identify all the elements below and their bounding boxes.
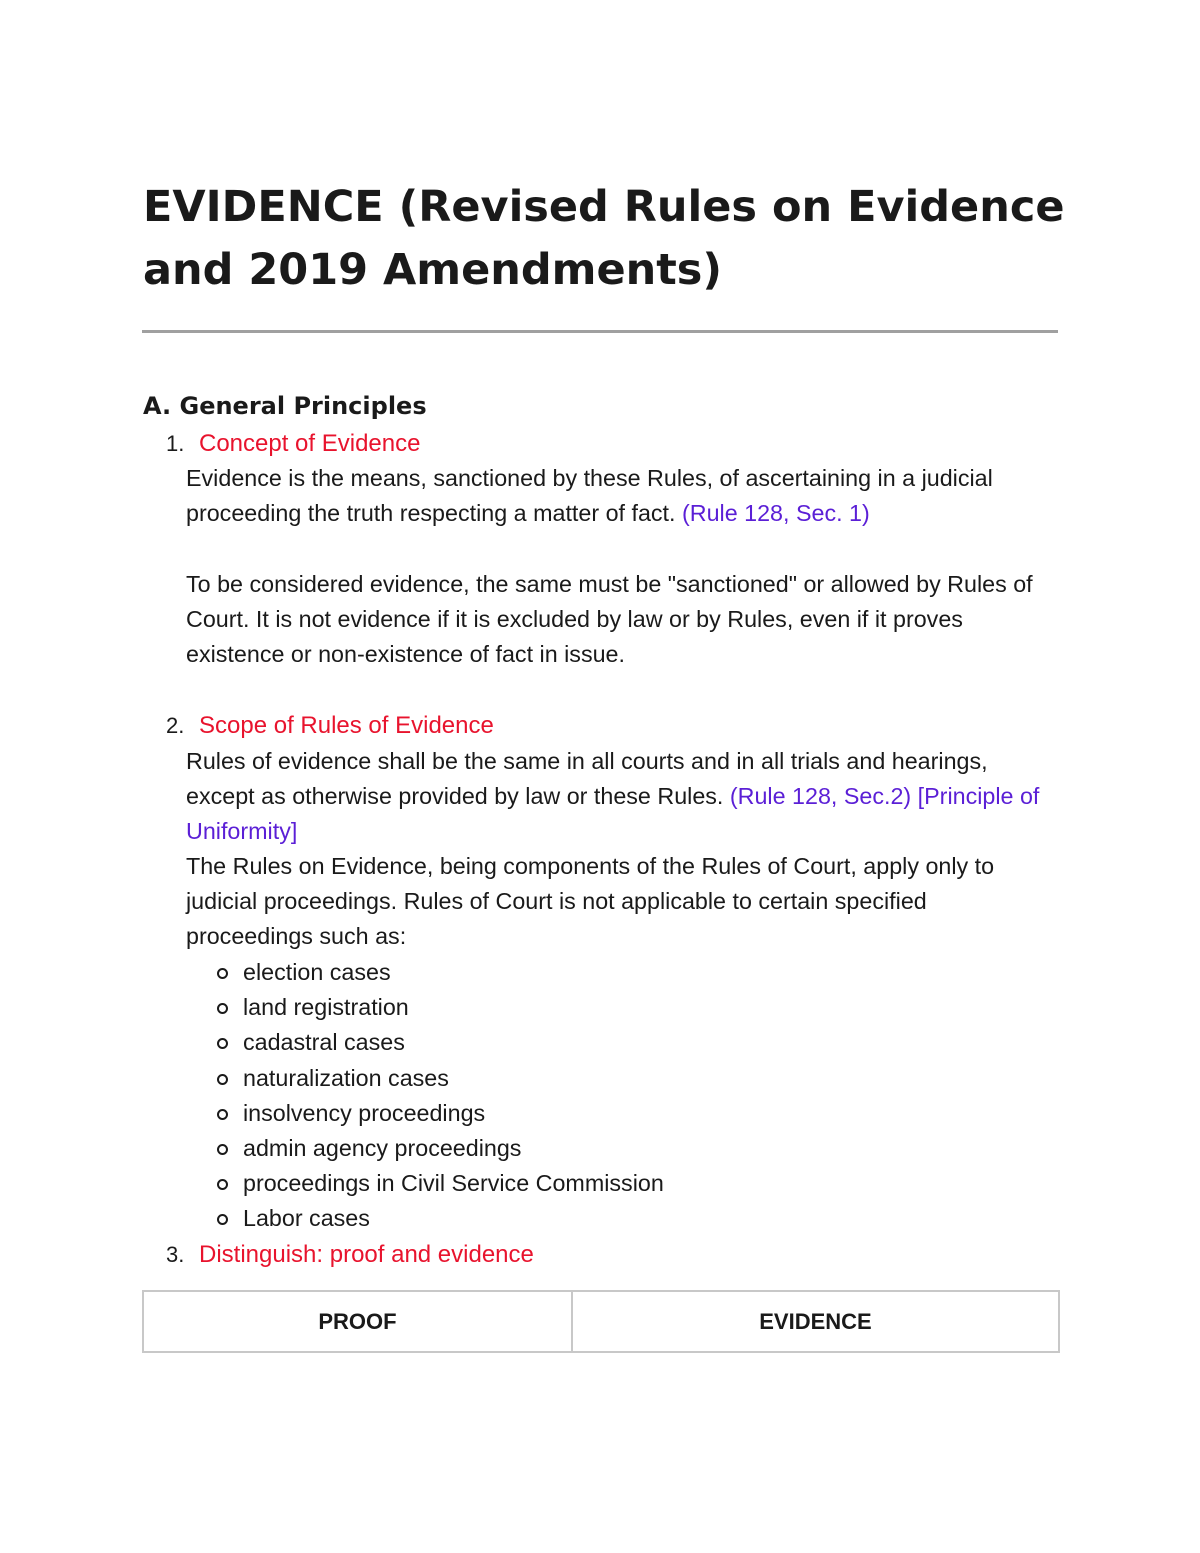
circle-bullet-icon bbox=[217, 1144, 228, 1155]
item-title: Distinguish: proof and evidence bbox=[199, 1241, 534, 1268]
item-title: Concept of Evidence bbox=[199, 430, 421, 457]
comparison-table bbox=[142, 1290, 1060, 1353]
item-number: 2. bbox=[166, 713, 185, 738]
paragraph: To be considered evidence, the same must be "sanctioned" or allowed by Rules of Court. It is not evidence if it is excluded by law or by Rules, even if it proves existence or non-existence of fact in issue. bbox=[186, 571, 1033, 668]
circle-bullet-icon bbox=[217, 1074, 228, 1085]
circle-bullet-icon bbox=[217, 1003, 228, 1014]
list-item: admin agency proceedings bbox=[213, 1131, 664, 1166]
proceedings-list bbox=[213, 955, 664, 1237]
circle-bullet-icon bbox=[217, 1214, 228, 1225]
principle-reference: [Principle of Uniformity] bbox=[186, 783, 1040, 845]
paragraph-text: Rules of evidence shall be the same in all courts and in all trials and hearings, except as otherwise provided by law or these Rules. bbox=[186, 748, 988, 810]
circle-bullet-icon bbox=[217, 1038, 228, 1049]
circle-bullet-icon bbox=[217, 1109, 228, 1120]
item-number: 1. bbox=[166, 431, 185, 456]
list-item: land registration bbox=[213, 990, 664, 1025]
list-item: cadastral cases bbox=[213, 1025, 664, 1060]
section-heading: A. General Principles bbox=[143, 392, 427, 420]
table-header-proof: PROOF bbox=[144, 1292, 573, 1351]
circle-bullet-icon bbox=[217, 968, 228, 979]
item-number: 3. bbox=[166, 1242, 185, 1267]
list-item: insolvency proceedings bbox=[213, 1096, 664, 1131]
document-title: EVIDENCE (Revised Rules on Evidence and 2019 Amendments) bbox=[143, 182, 1065, 295]
list-item: election cases bbox=[213, 955, 664, 990]
list-item: naturalization cases bbox=[213, 1061, 664, 1096]
rule-reference: (Rule 128, Sec.2) bbox=[729, 783, 912, 810]
rule-reference: (Rule 128, Sec. 1) bbox=[682, 500, 870, 527]
paragraph: The Rules on Evidence, being components of the Rules of Court, apply only to judicial proceedings. Rules of Court is not applicable to certain specified proceedings such as: bbox=[186, 853, 995, 950]
table-header-evidence: EVIDENCE bbox=[759, 1308, 872, 1334]
list-item: proceedings in Civil Service Commission bbox=[213, 1166, 664, 1201]
circle-bullet-icon bbox=[217, 1179, 228, 1190]
horizontal-divider bbox=[142, 330, 1058, 333]
list-item: Labor cases bbox=[213, 1201, 664, 1236]
item-title: Scope of Rules of Evidence bbox=[199, 712, 494, 739]
paragraph bbox=[186, 461, 1056, 531]
paragraph bbox=[186, 744, 1056, 850]
paragraph-text: Evidence is the means, sanctioned by these Rules, of ascertaining in a judicial proceeding the truth respecting a matter of fact. bbox=[186, 465, 993, 527]
